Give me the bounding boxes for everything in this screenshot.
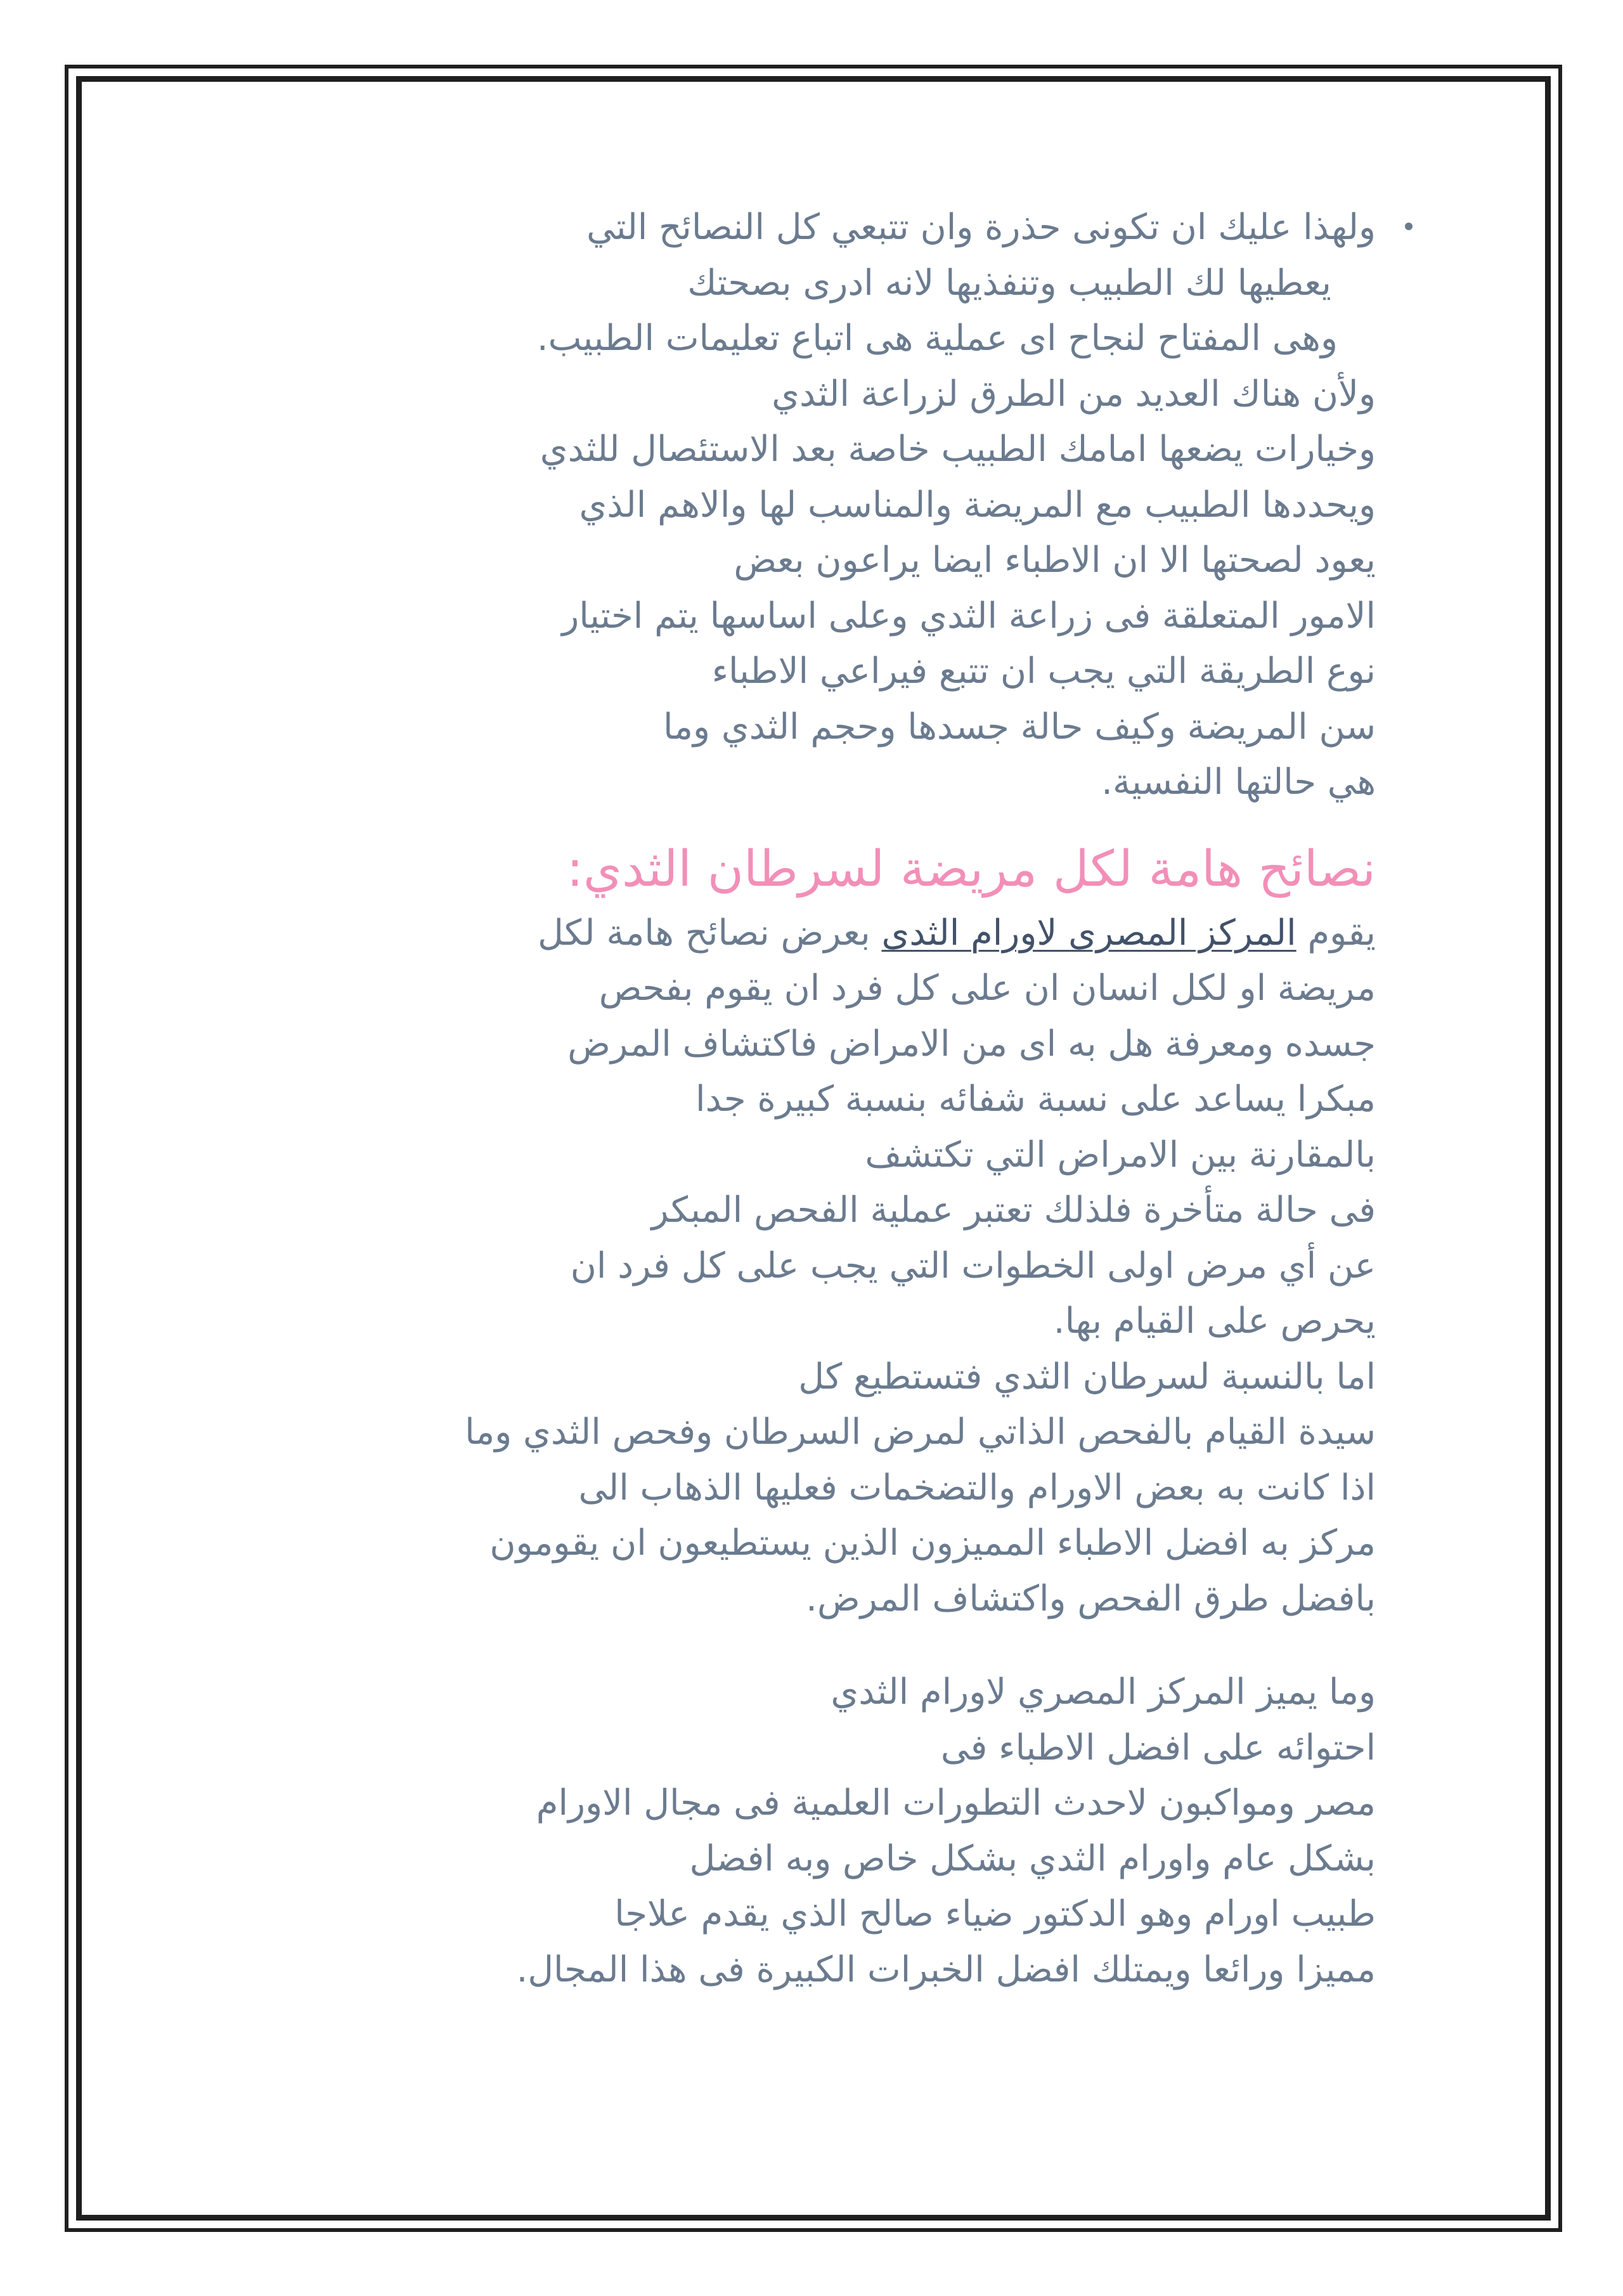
text-line bbox=[216, 905, 1376, 961]
text-line: هي حالتها النفسية. bbox=[1101, 762, 1376, 803]
text-line: طبيب اورام وهو الدكتور ضياء صالح الذي يقدم علاجا bbox=[614, 1893, 1376, 1935]
text-line: سن المريضة وكيف حالة جسدها وحجم الثدي وما bbox=[663, 706, 1376, 748]
paragraph-spacer bbox=[216, 1626, 1376, 1664]
text-line: جسده ومعرفة هل به اى من الامراض فاكتشاف المرض bbox=[567, 1023, 1376, 1065]
text-line: مميزا ورائعا ويمتلك افضل الخبرات الكبيرة فى هذا المجال. bbox=[516, 1949, 1376, 1990]
text-line: بافضل طرق الفحص واكتشاف المرض. bbox=[806, 1578, 1376, 1619]
text-line: مركز به افضل الاطباء المميزون الذين يستطيعون ان يقومون bbox=[489, 1522, 1376, 1564]
text-line: ولأن هناك العديد من الطرق لزراعة الثدي bbox=[772, 373, 1376, 415]
text-fragment: يقوم bbox=[1296, 912, 1376, 954]
text-line: مصر ومواكبون لاحدث التطورات العلمية فى مجال الاورام bbox=[536, 1782, 1376, 1824]
text-line: بشكل عام واورام الثدي بشكل خاص وبه افضل bbox=[689, 1838, 1376, 1879]
text-line: وهى المفتاح لنجاح اى عملية هى اتباع تعليمات الطبيب. bbox=[536, 318, 1338, 359]
egyptian-center-link[interactable]: المركز المصرى لاورام الثدى bbox=[881, 912, 1296, 954]
document-body bbox=[216, 200, 1376, 1997]
text-line: سيدة القيام بالفحص الذاتي لمرض السرطان وفحص الثدي وما bbox=[465, 1411, 1376, 1453]
bullet-paragraph bbox=[216, 200, 1376, 366]
text-line: اما بالنسبة لسرطان الثدي فتستطيع كل bbox=[798, 1356, 1376, 1398]
section-heading: نصائح هامة لكل مريضة لسرطان الثدي: bbox=[566, 840, 1376, 898]
paragraph-center-features bbox=[216, 1664, 1376, 1997]
text-line: يعطيها لك الطبيب وتنفذيها لانه ادرى بصحتك bbox=[687, 262, 1331, 304]
text-line: نوع الطريقة التي يجب ان تتبع فيراعي الاطباء bbox=[711, 651, 1376, 692]
text-line: فى حالة متأخرة فلذلك تعتبر عملية الفحص المبكر bbox=[651, 1190, 1376, 1231]
text-line: يعود لصحتها الا ان الاطباء ايضا يراعون بعض bbox=[734, 540, 1376, 581]
paragraph-breast-reconstruction bbox=[216, 366, 1376, 810]
text-line: مبكرا يساعد على نسبة شفائه بنسبة كبيرة جدا bbox=[695, 1079, 1376, 1120]
text-line: مريضة او لكل انسان ان على كل فرد ان يقوم بفحص bbox=[598, 968, 1376, 1009]
text-fragment: بعرض نصائح هامة لكل bbox=[538, 912, 882, 954]
paragraph-tips bbox=[216, 905, 1376, 1627]
text-line: ويحددها الطبيب مع المريضة والمناسب لها والاهم الذي bbox=[579, 484, 1376, 526]
text-line: وخيارات يضعها امامك الطبيب خاصة بعد الاستئصال للثدي bbox=[540, 429, 1376, 470]
text-line: اذا كانت به بعض الاورام والتضخمات فعليها الذهاب الى bbox=[578, 1467, 1376, 1508]
bullet-icon bbox=[1405, 223, 1413, 230]
text-line: الامور المتعلقة فى زراعة الثدي وعلى اساسها يتم اختيار bbox=[562, 595, 1376, 637]
text-line: احتوائه على افضل الاطباء فى bbox=[940, 1727, 1376, 1768]
text-line: يحرص على القيام بها. bbox=[1053, 1300, 1376, 1342]
text-line: وما يميز المركز المصري لاورام الثدي bbox=[831, 1671, 1376, 1713]
text-line: بالمقارنة بين الامراض التي تكتشف bbox=[865, 1134, 1376, 1176]
text-line: عن أي مرض اولى الخطوات التي يجب على كل فرد ان bbox=[570, 1245, 1376, 1287]
text-line: ولهذا عليك ان تكونى حذرة وان تتبعي كل النصائح التي bbox=[586, 207, 1376, 248]
